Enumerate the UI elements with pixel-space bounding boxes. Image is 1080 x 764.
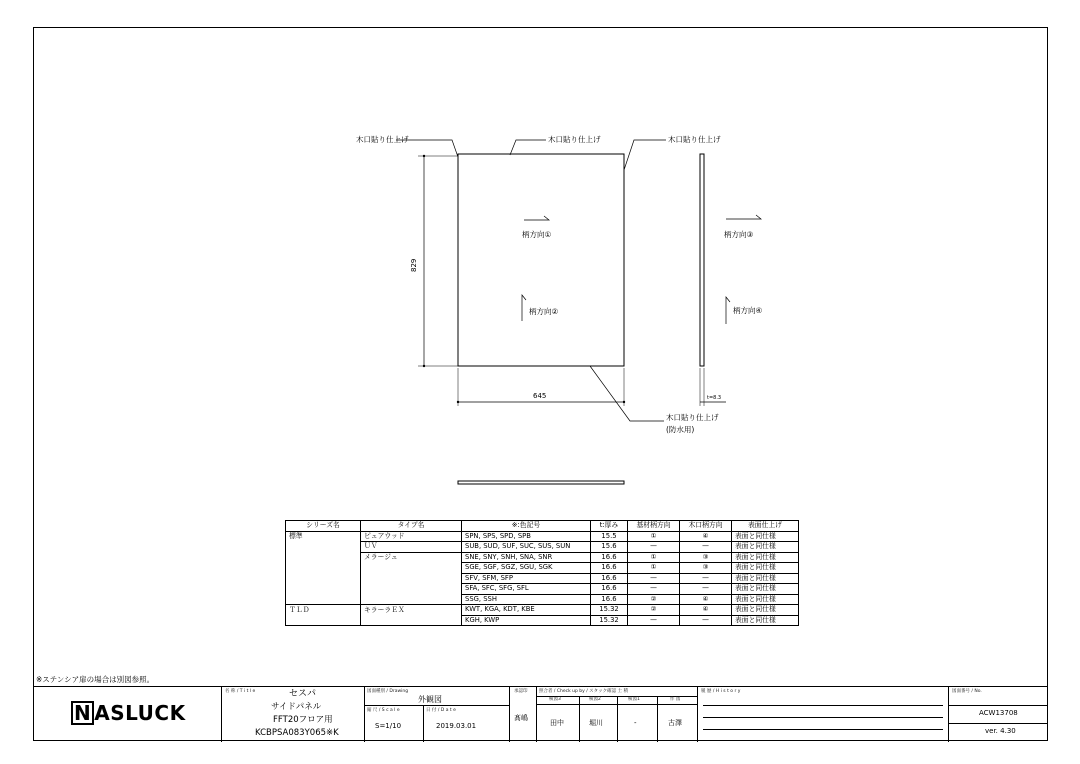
grain-arrow-3 (726, 215, 761, 219)
approver-name: 髙嶋 (514, 714, 528, 722)
bottom-panel (458, 481, 624, 484)
table-row: SFA, SFC, SFG, SFL 16.6 — — 表面と同仕様 (286, 584, 799, 595)
title-line3: FFT20フロア用 (273, 715, 333, 725)
title-label: 名 称 / T i t l e (225, 689, 256, 694)
scale-label: 縮 尺 / S c a l e (367, 708, 400, 713)
drawing-type: 外観図 (418, 695, 442, 704)
col-edge-grain: 木口柄方向 (680, 521, 732, 532)
front-panel (458, 154, 624, 366)
edge-label-top-mid: 木口貼り仕上げ (548, 135, 601, 144)
edge-label-bottom-note: (防水用) (666, 425, 695, 434)
title-line4: KCBPSA083Y065※K (255, 728, 339, 738)
title-block (33, 686, 1048, 742)
side-panel (700, 154, 704, 366)
drawing-type-label: 図面種別 / Drawing (367, 689, 409, 694)
leader-top-right (624, 140, 666, 170)
note-text: ※ステンシア扉の場合は別図参照。 (36, 675, 155, 684)
title-line1: セスパ (289, 689, 317, 699)
table-row: SFV, SFM, SFP 16.6 — — 表面と同仕様 (286, 573, 799, 584)
leader-bottom (590, 366, 664, 421)
scale-value: S=1/10 (375, 722, 402, 730)
checker-2: 堀川 (589, 719, 603, 727)
check-label: 照合者 / Check up by / スタック確認 土 積 (539, 689, 629, 694)
approver-label: 承認印 (514, 689, 528, 694)
table-row: メラージュ SNE, SNY, SNH, SNA, SNR 16.6 ① ③ 表面と同仕様 (286, 552, 799, 563)
table-row: SGE, SGF, SGZ, SGU, SGK 16.6 ① ③ 表面と同仕様 (286, 563, 799, 574)
edge-label-bottom: 木口貼り仕上げ (666, 413, 719, 422)
drafter: 古澤 (668, 719, 682, 727)
check-sub-draw: 作 図 (670, 697, 681, 702)
table-row: SSG, SSH 16.6 ② ④ 表面と同仕様 (286, 594, 799, 605)
col-thickness: t:厚み (591, 521, 628, 532)
check-sub-3: 検図3 (549, 697, 561, 702)
grain-label-4: 柄方向④ (733, 306, 763, 315)
leader-top-mid (510, 140, 546, 155)
table-row: KGH, KWP 15.32 — — 表面と同仕様 (286, 615, 799, 626)
grain-arrow-4 (726, 297, 730, 324)
edge-label-top-right: 木口貼り仕上げ (668, 135, 721, 144)
dimension-height: 829 (410, 258, 418, 272)
history-label: 履 歴 / H i s t o r y (701, 689, 741, 694)
grain-arrow-2 (522, 295, 526, 321)
col-color-code: ※:色記号 (462, 521, 591, 532)
company-logo: N ASLUCK (71, 701, 186, 725)
dimension-width: 645 (533, 392, 547, 400)
grain-arrow-1 (524, 216, 549, 220)
col-base-grain: 基材柄方向 (628, 521, 680, 532)
table-row: 標準 ピュアウッド SPN, SPS, SPD, SPB 15.5 ① ④ 表面と同仕様 (286, 531, 799, 542)
table-header-row (286, 521, 799, 532)
col-type: タイプ名 (361, 521, 462, 532)
table-row: ＴＬＤ キラーラＥＸ KWT, KGA, KDT, KBE 15.32 ② ④ 表面と同仕様 (286, 605, 799, 616)
version: ver. 4.30 (985, 727, 1016, 735)
table-row: ＵＶ SUB, SUD, SUF, SUC, SUS, SUN 15.6 — — 表面と同仕様 (286, 542, 799, 553)
check-sub-2: 検図2 (589, 697, 601, 702)
date-label: 日 付 / D a t e (426, 708, 456, 713)
dimension-thickness: t=8.3 (707, 395, 722, 401)
title-line2: サイドパネル (271, 702, 322, 712)
checker-1: - (634, 719, 637, 727)
drawing-number: ACW13708 (979, 709, 1018, 717)
grain-label-3: 柄方向③ (724, 230, 754, 239)
col-series: シリーズ名 (286, 521, 361, 532)
col-surface: 表面仕上げ (732, 521, 799, 532)
spec-table (285, 520, 799, 626)
grain-label-1: 柄方向① (522, 230, 552, 239)
grain-label-2: 柄方向② (529, 307, 559, 316)
checker-3: 田中 (550, 719, 564, 727)
check-sub-1: 検図1 (628, 697, 640, 702)
date-value: 2019.03.01 (436, 722, 477, 730)
edge-label-top-left: 木口貼り仕上げ (356, 135, 409, 144)
number-label: 図面番号 / No. (952, 689, 982, 694)
